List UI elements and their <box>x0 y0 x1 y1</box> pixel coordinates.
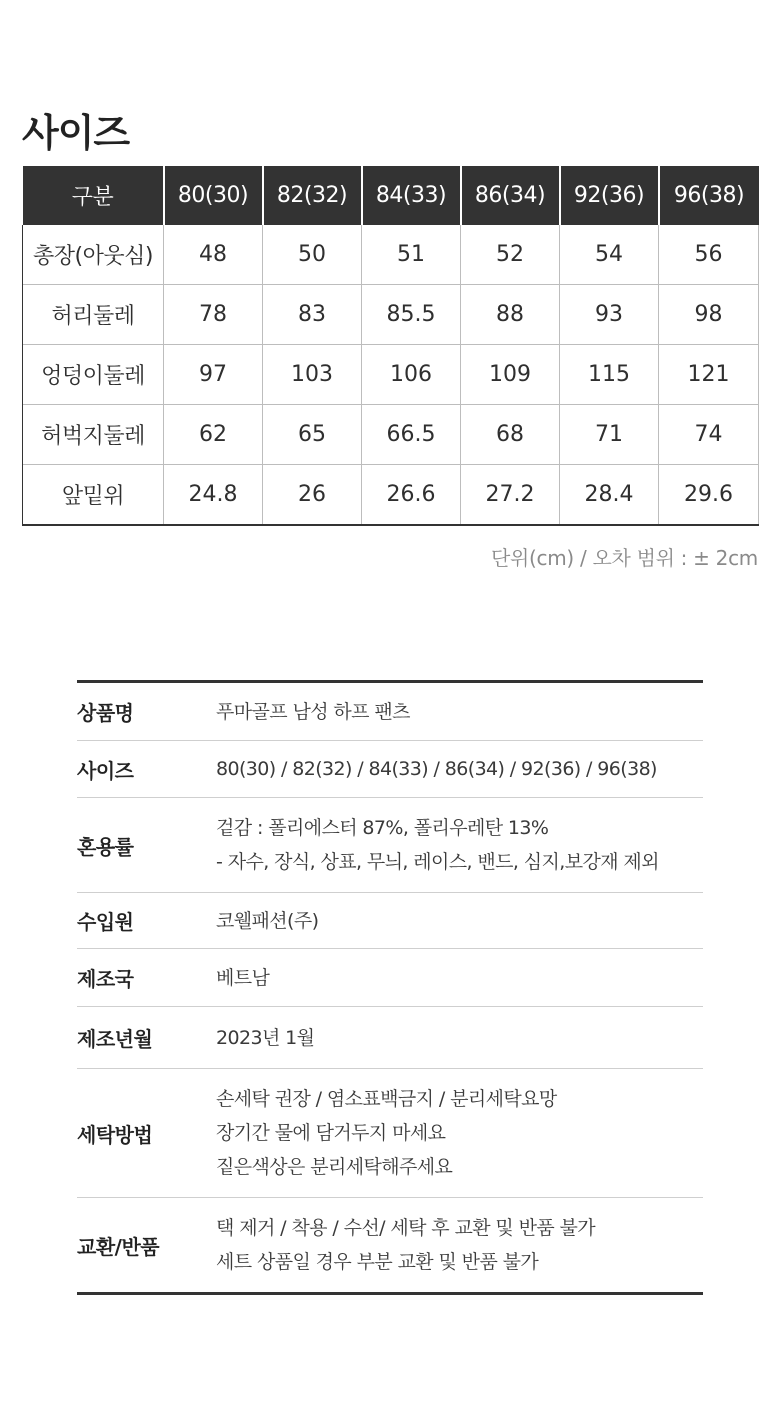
table-cell: 103 <box>263 345 362 405</box>
table-row <box>23 465 759 526</box>
table-cell: 50 <box>263 225 362 285</box>
table-cell: 52 <box>461 225 560 285</box>
info-value <box>216 752 703 786</box>
info-value-line: 푸마골프 남성 하프 팬츠 <box>216 700 410 723</box>
unit-note: 단위(cm) / 오차 범위 : ± 2cm <box>491 546 758 570</box>
table-row <box>23 405 759 465</box>
table-cell: 28.4 <box>560 465 659 526</box>
table-cell: 27.2 <box>461 465 560 526</box>
table-cell: 48 <box>164 225 263 285</box>
table-cell: 88 <box>461 285 560 345</box>
table-cell: 54 <box>560 225 659 285</box>
table-cell: 56 <box>659 225 759 285</box>
info-row-manufacture-date <box>77 1006 703 1068</box>
info-key: 제조년월 <box>77 1027 153 1051</box>
table-cell: 78 <box>164 285 263 345</box>
info-key: 혼용률 <box>77 834 134 859</box>
table-cell: 98 <box>659 285 759 345</box>
info-value-line: - 자수, 장식, 상표, 무늬, 레이스, 밴드, 심지,보강재 제외 <box>216 851 659 873</box>
info-value <box>216 904 703 938</box>
size-table-header: 86(34) <box>461 166 560 225</box>
size-table-header: 92(36) <box>560 166 659 225</box>
table-row <box>23 225 759 285</box>
row-label: 허리둘레 <box>23 285 164 345</box>
table-cell: 71 <box>560 405 659 465</box>
table-cell: 97 <box>164 345 263 405</box>
info-row-product-name <box>77 683 703 740</box>
size-table-header: 96(38) <box>659 166 759 225</box>
info-key: 제조국 <box>77 967 134 991</box>
row-label: 엉덩이둘레 <box>23 345 164 405</box>
size-section-title: 사이즈 <box>22 111 130 155</box>
info-key: 사이즈 <box>77 758 134 783</box>
info-key: 상품명 <box>77 701 134 725</box>
info-value-line: 80(30) / 82(32) / 84(33) / 86(34) / 92(36) / 96(38) <box>216 758 657 780</box>
info-value-line: 손세탁 권장 / 염소표백금지 / 분리세탁요망 <box>216 1088 557 1110</box>
info-row-importer <box>77 892 703 948</box>
table-cell: 62 <box>164 405 263 465</box>
row-label: 허벅지둘레 <box>23 405 164 465</box>
info-value <box>216 961 703 995</box>
table-cell: 106 <box>362 345 461 405</box>
info-row-origin <box>77 948 703 1006</box>
size-table-header: 82(32) <box>263 166 362 225</box>
info-value-line: 겉감 : 폴리에스터 87%, 폴리우레탄 13% <box>216 817 549 839</box>
table-cell: 51 <box>362 225 461 285</box>
table-cell: 29.6 <box>659 465 759 526</box>
info-row-material <box>77 797 703 892</box>
table-cell: 83 <box>263 285 362 345</box>
table-cell: 26.6 <box>362 465 461 526</box>
table-cell: 74 <box>659 405 759 465</box>
info-row-size <box>77 740 703 797</box>
info-value-line: 베트남 <box>216 966 270 989</box>
info-value <box>216 1211 703 1279</box>
table-cell: 65 <box>263 405 362 465</box>
info-value <box>216 811 703 879</box>
row-label: 앞밑위 <box>23 465 164 526</box>
info-key: 수입원 <box>77 910 134 934</box>
table-cell: 93 <box>560 285 659 345</box>
size-table <box>22 166 759 526</box>
size-table-header: 구분 <box>23 166 164 225</box>
info-value-line: 코웰패션(주) <box>216 909 319 932</box>
info-value-line: 2023년 1월 <box>216 1026 315 1049</box>
info-value-line: 택 제거 / 착용 / 수선/ 세탁 후 교환 및 반품 불가 <box>216 1217 596 1239</box>
info-value-line: 장기간 물에 담거두지 마세요 <box>216 1122 446 1144</box>
table-cell: 85.5 <box>362 285 461 345</box>
table-cell: 109 <box>461 345 560 405</box>
info-value-line: 세트 상품일 경우 부분 교환 및 반품 불가 <box>216 1251 539 1273</box>
table-row <box>23 285 759 345</box>
size-table-header-row <box>23 166 759 225</box>
info-value <box>216 695 703 729</box>
info-row-exchange-return <box>77 1197 703 1292</box>
info-key: 세탁방법 <box>77 1122 153 1147</box>
table-cell: 26 <box>263 465 362 526</box>
table-cell: 24.8 <box>164 465 263 526</box>
table-cell: 68 <box>461 405 560 465</box>
info-key: 교환/반품 <box>77 1234 160 1259</box>
table-row <box>23 345 759 405</box>
row-label: 총장(아웃심) <box>23 225 164 285</box>
info-value-line: 짙은색상은 분리세탁해주세요 <box>216 1156 453 1178</box>
info-row-washing <box>77 1068 703 1197</box>
table-cell: 115 <box>560 345 659 405</box>
size-table-header: 84(33) <box>362 166 461 225</box>
table-cell: 66.5 <box>362 405 461 465</box>
size-table-header: 80(30) <box>164 166 263 225</box>
table-cell: 121 <box>659 345 759 405</box>
product-info-table <box>77 680 703 1295</box>
info-value <box>216 1021 703 1055</box>
info-value <box>216 1082 703 1184</box>
